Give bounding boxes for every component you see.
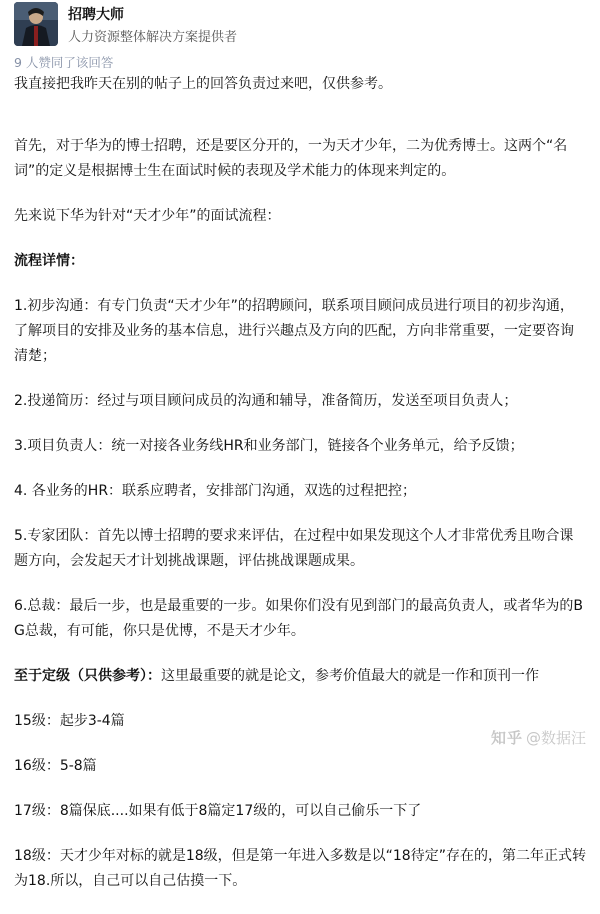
paragraph-grading (14, 664, 586, 689)
grading-text: 这里最重要的就是论文，参考价值最大的就是一作和顶刊一作 (161, 668, 539, 684)
author-name[interactable]: 招聘大师 (68, 7, 124, 23)
zhihu-logo: 知乎 (490, 729, 523, 747)
zhihu-watermark (491, 727, 586, 748)
paragraph-level-16: 16级：5-8篇 (14, 758, 97, 774)
answer-header (14, 2, 584, 48)
section-heading-process: 流程详情： (14, 253, 84, 269)
paragraph-step-3: 3.项目负责人：统一对接各业务线HR和业务部门，链接各个业务单元，给予反馈； (14, 438, 524, 454)
watermark-handle: @数据汪 (525, 729, 586, 747)
paragraph-step-4: 4. 各业务的HR：联系应聘者，安排部门沟通，双选的过程把控； (14, 483, 417, 499)
paragraph-level-15: 15级：起步3-4篇 (14, 713, 125, 729)
paragraph-step-5: 5.专家团队：首先以博士招聘的要求来评估，在过程中如果发现这个人才非常优秀且吻合课题方向，会发起天才计划挑战课题，评估挑战课题成果。 (14, 528, 574, 569)
author-headline: 人力资源整体解决方案提供者 (68, 30, 238, 45)
paragraph-intro: 我直接把我昨天在别的帖子上的回答负责过来吧，仅供参考。 (14, 76, 392, 92)
author-avatar[interactable] (14, 2, 58, 46)
paragraph-process-lead: 先来说下华为针对“天才少年”的面试流程： (14, 208, 281, 224)
paragraph-level-17: 17级：8篇保底....如果有低于8篇定17级的，可以自己偷乐一下了 (14, 803, 422, 819)
vote-count: 9 人赞同了该回答 (14, 55, 114, 70)
paragraph-step-6: 6.总裁：最后一步，也是最重要的一步。如果你们没有见到部门的最高负责人，或者华为的BG总裁，有可能，你只是优博，不是天才少年。 (14, 598, 583, 639)
avatar-image (14, 2, 58, 46)
paragraph-step-1: 1.初步沟通：有专门负责“天才少年”的招聘顾问，联系项目顾问成员进行项目的初步沟通，了解项目的安排及业务的基本信息，进行兴趣点及方向的匹配，方向非常重要，一定要咨询清楚； (14, 298, 574, 364)
paragraph-level-18: 18级：天才少年对标的就是18级，但是第一年进入多数是以“18待定”存在的，第二年正式转为18.所以，自己可以自己估摸一下。 (14, 848, 586, 889)
paragraph-overview: 首先，对于华为的博士招聘，还是要区分开的，一为天才少年，二为优秀博士。这两个“名词”的定义是根据博士生在面试时候的表现及学术能力的体现来判定的。 (14, 138, 568, 179)
answer-content (14, 72, 586, 914)
paragraph-step-2: 2.投递简历：经过与项目顾问成员的沟通和辅导，准备简历，发送至项目负责人； (14, 393, 518, 409)
grading-label: 至于定级（只供参考）： (14, 668, 161, 684)
